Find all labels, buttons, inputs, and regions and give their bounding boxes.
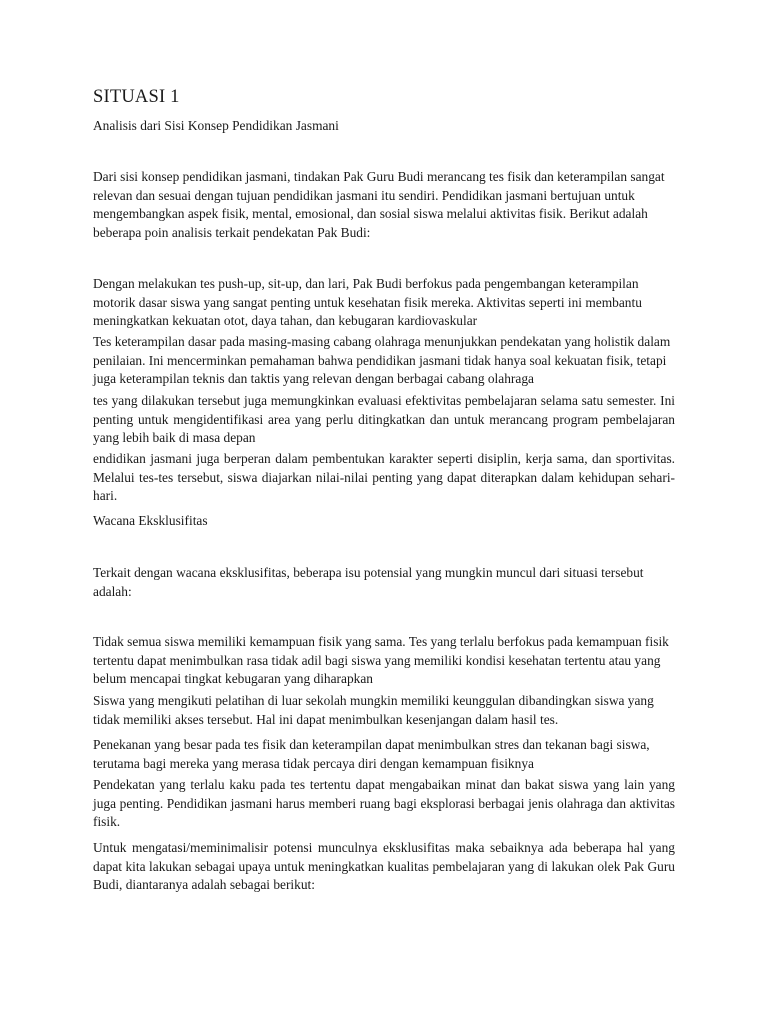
issue-1: Tidak semua siswa memiliki kemampuan fisik yang sama. Tes yang terlalu berfokus pada kemampuan fisik tertentu dapat menimbulkan rasa tidak adil bagi siswa yang memiliki kondisi kesehatan tertentu atau yang belum mencapai tingkat kebugaran yang diharapkan [93,634,669,687]
intro-paragraph: Dari sisi konsep pendidikan jasmani, tindakan Pak Guru Budi merancang tes fisik dan keterampilan sangat relevan dan sesuai dengan tujuan pendidikan jasmani itu sendiri. Pendidikan jasmani bertujuan untuk mengembangkan aspek fisik, mental, emosional, dan sosial siswa melalui aktivitas fisik. Berikut adalah beberapa poin analisis terkait pendekatan Pak Budi: [93,169,665,240]
issue-4: Pendekatan yang terlalu kaku pada tes tertentu dapat mengabaikan minat dan bakat siswa yang lain yang juga penting. Pendidikan jasmani harus memberi ruang bagi eksplorasi berbagai jenis olahraga dan aktivitas fisik. [93,777,675,830]
document-subtitle: Analisis dari Sisi Konsep Pendidikan Jasmani [93,118,339,133]
section2-intro: Terkait dengan wacana eksklusifitas, beberapa isu potensial yang mungkin muncul dari situasi tersebut adalah: [93,565,644,599]
analysis-point-4: endidikan jasmani juga berperan dalam pembentukan karakter seperti disiplin, kerja sama, dan sportivitas. Melalui tes-tes tersebut, siswa diajarkan nilai-nilai penting yang dapat diterapkan dalam kehidupan sehari-hari. [93,451,675,504]
section-title-eksklusifitas: Wacana Eksklusifitas [93,513,208,528]
analysis-point-3: tes yang dilakukan tersebut juga memungkinkan evaluasi efektivitas pembelajaran selama satu semester. Ini penting untuk mengidentifikasi area yang perlu ditingkatkan dan untuk merancang program pembelajaran yang lebih baik di masa depan [93,393,675,446]
issue-2: Siswa yang mengikuti pelatihan di luar sekolah mungkin memiliki keunggulan dibandingkan siswa yang tidak memiliki akses tersebut. Hal ini dapat menimbulkan kesenjangan dalam hasil tes. [93,693,654,727]
document-title: SITUASI 1 [93,87,180,107]
issue-3: Penekanan yang besar pada tes fisik dan keterampilan dapat menimbulkan stres dan tekanan bagi siswa, terutama bagi mereka yang merasa tidak percaya diri dengan kemampuan fisiknya [93,737,650,771]
analysis-point-1: Dengan melakukan tes push-up, sit-up, dan lari, Pak Budi berfokus pada pengembangan keterampilan motorik dasar siswa yang sangat penting untuk kesehatan fisik mereka. Aktivitas seperti ini membantu meningkatkan kekuatan otot, daya tahan, dan kebugaran kardiovaskular [93,276,642,329]
closing-paragraph: Untuk mengatasi/meminimalisir potensi munculnya eksklusifitas maka sebaiknya ada beberapa hal yang dapat kita lakukan sebagai upaya untuk meningkatkan kualitas pembelajaran yang di lakukan olek Pak Guru Budi, diantaranya adalah sebagai berikut: [93,840,675,893]
analysis-point-2: Tes keterampilan dasar pada masing-masing cabang olahraga menunjukkan pendekatan yang holistik dalam penilaian. Ini mencerminkan pemahaman bahwa pendidikan jasmani tidak hanya soal kekuatan fisik, tetapi juga keterampilan teknis dan taktis yang relevan dengan berbagai cabang olahraga [93,334,671,387]
